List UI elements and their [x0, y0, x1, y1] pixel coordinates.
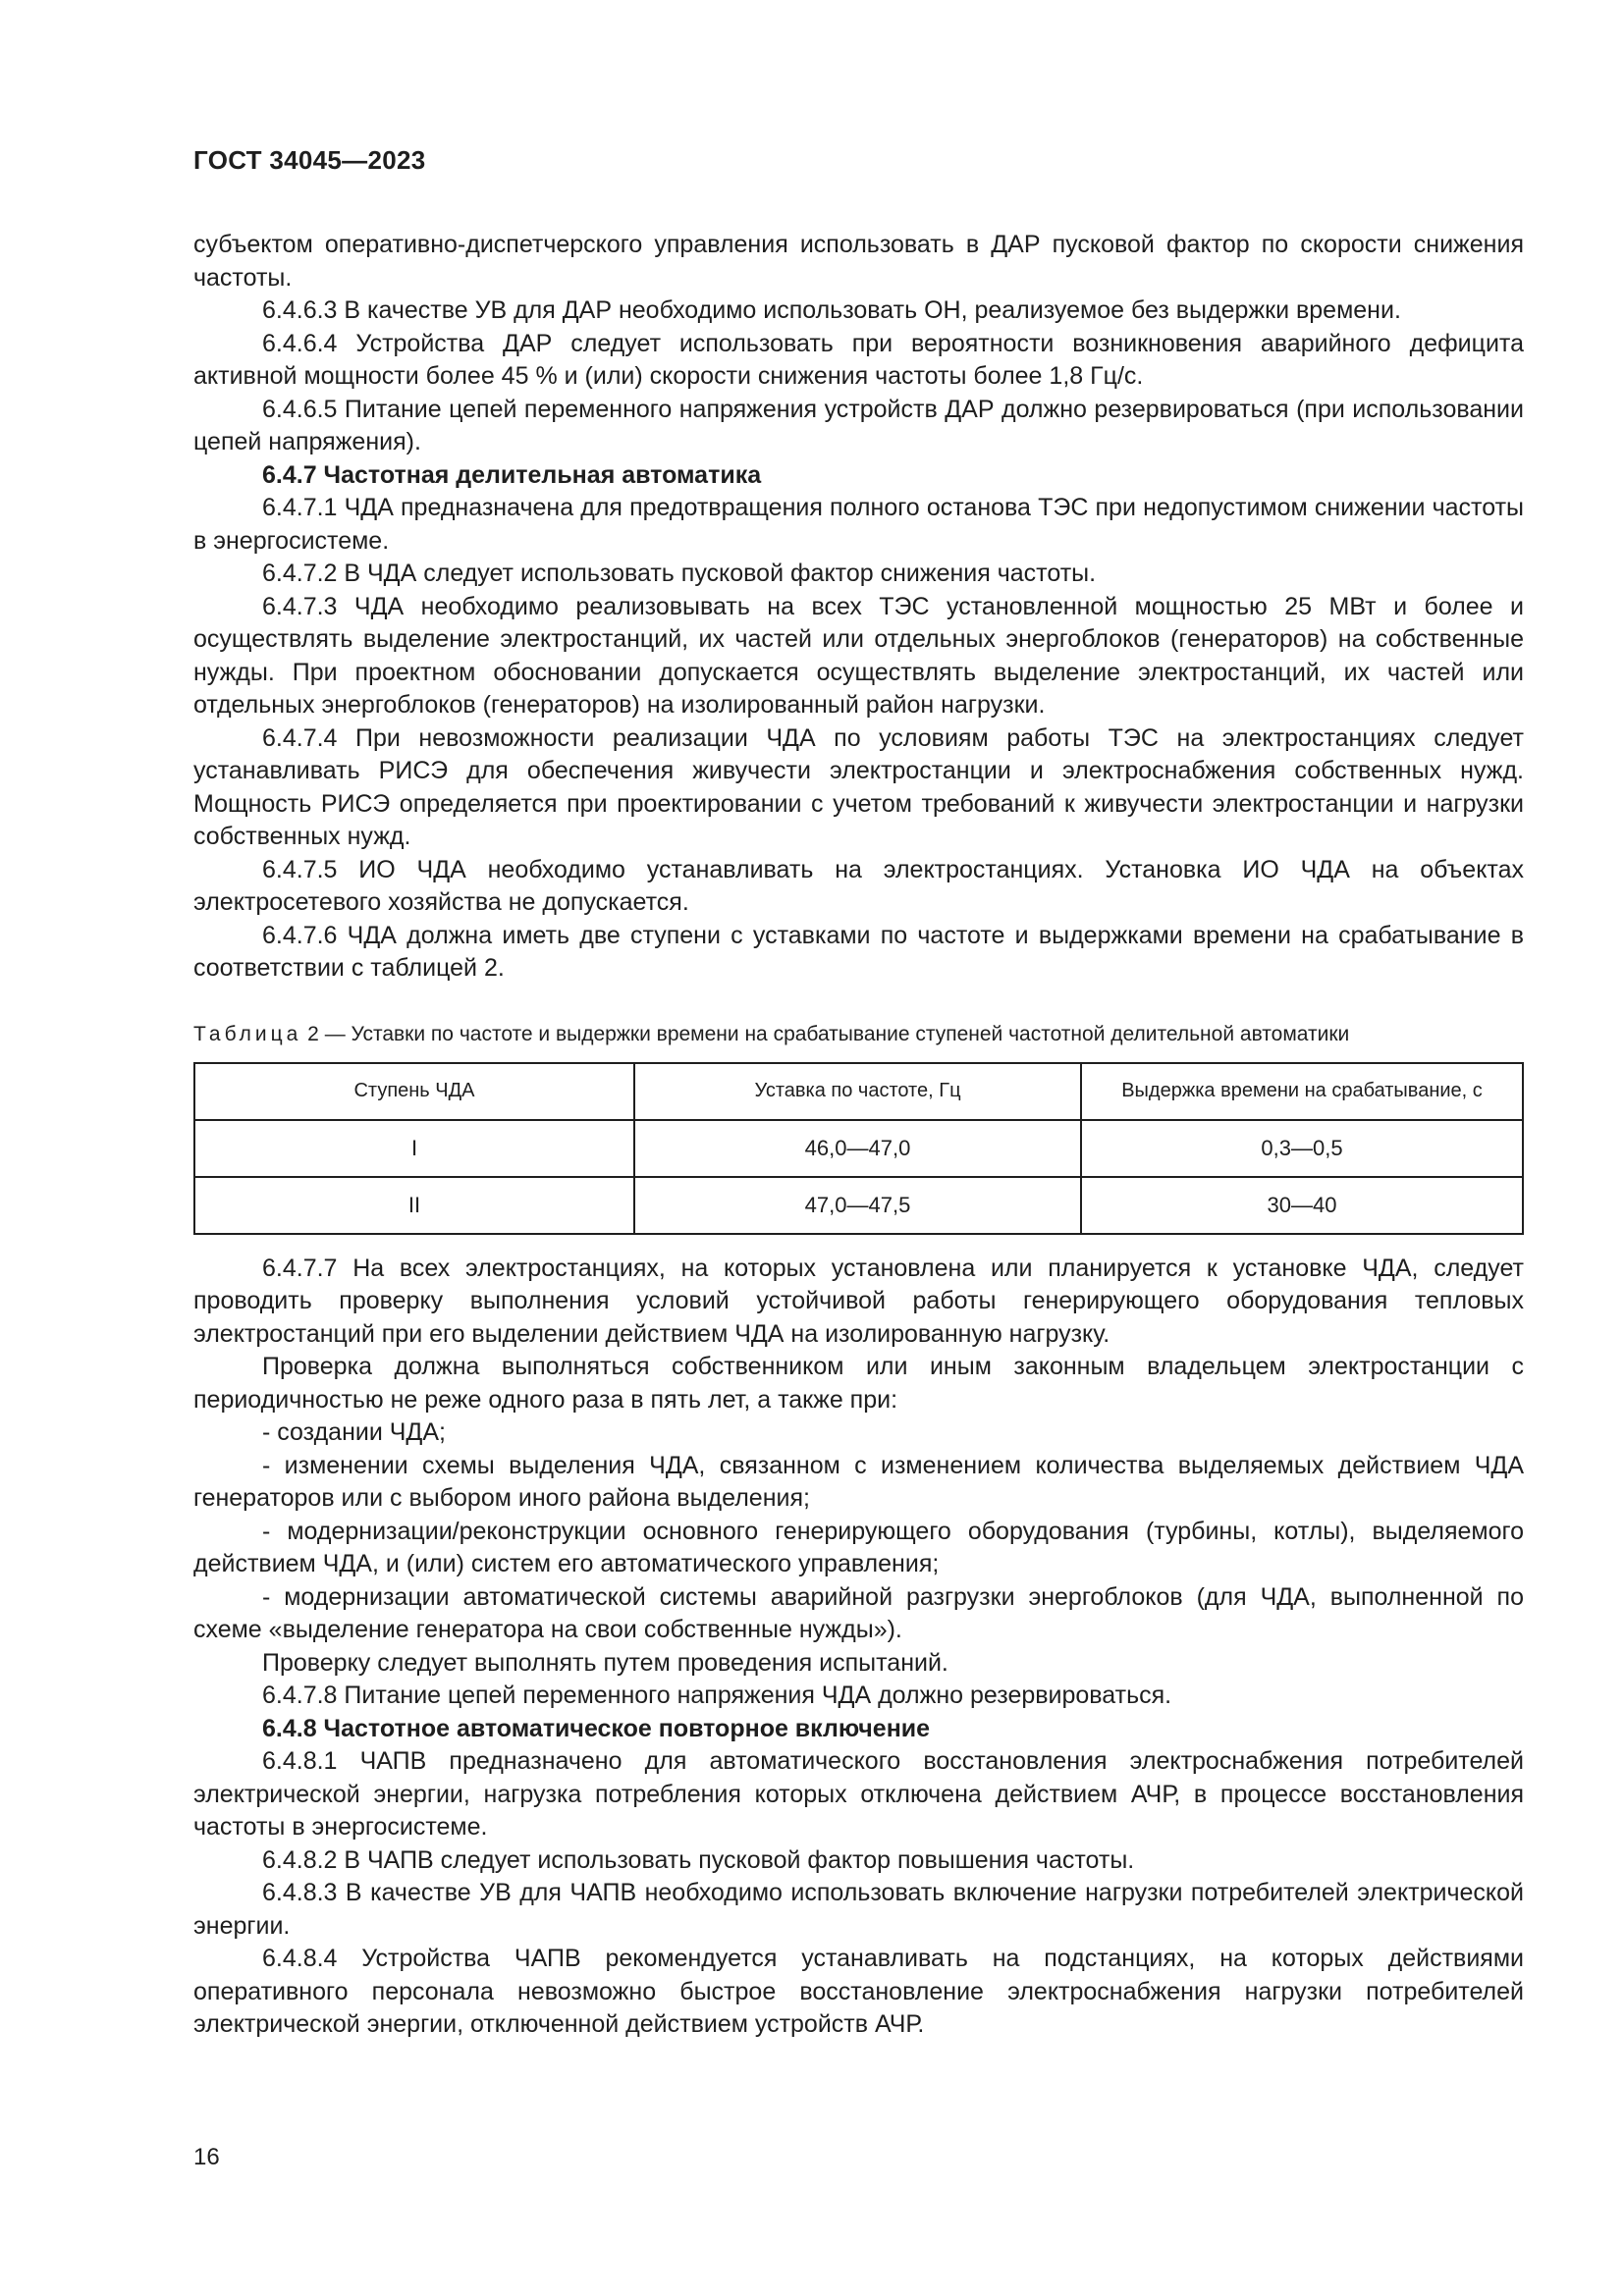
paragraph: 6.4.7.7 На всех электростанциях, на которых установлена или планируется к установке ЧДА, следует проводить проверку выполнения условий устойчивой работы генерирующего оборудования тепловых электростанций при его выделении действием ЧДА на изолированную нагрузку. — [193, 1254, 1524, 1348]
paragraph: 6.4.6.4 Устройства ДАР следует использовать при вероятности возникновения аварийного дефицита активной мощности более 45 % и (или) скорости снижения частоты более 1,8 Гц/с. — [193, 329, 1524, 390]
document-header: ГОСТ 34045—2023 — [193, 145, 426, 175]
paragraph: субъектом оперативно-диспетчерского управления использовать в ДАР пусковой фактор по скорости снижения частоты. — [193, 231, 1524, 292]
paragraph: 6.4.7.6 ЧДА должна иметь две ступени с уставками по частоте и выдержками времени на срабатывание в соответствии с таблицей 2. — [193, 921, 1524, 982]
text-block-top — [193, 229, 1524, 986]
paragraph: 6.4.7.4 При невозможности реализации ЧДА по условиям работы ТЭС на электростанциях следует устанавливать РИСЭ для обеспечения живучести электростанции и электроснабжения собственных нужд. Мощность РИСЭ определяется при проектировании с учетом требований к живучести электростанции и нагрузки собственных нужд. — [193, 723, 1524, 850]
paragraph: 6.4.7.5 ИО ЧДА необходимо устанавливать на электростанциях. Установка ИО ЧДА на объектах электросетевого хозяйства не допускается. — [193, 855, 1524, 916]
text-block-bottom — [193, 1253, 1524, 2042]
paragraph: - изменении схемы выделения ЧДА, связанном с изменением количества выделяемых действием ЧДА генераторов или с выбором иного района выделения; — [193, 1451, 1524, 1512]
table-caption — [193, 1021, 1524, 1047]
table-caption-text: 2 — Уставки по частоте и выдержки времени на срабатывание ступеней частотной делительной автоматики — [301, 1022, 1350, 1045]
table-cell: I — [194, 1120, 634, 1177]
section-heading: 6.4.8 Частотное автоматическое повторное включение — [262, 1714, 931, 1742]
settings-table — [193, 1062, 1524, 1235]
table-header-row — [194, 1063, 1523, 1120]
paragraph: 6.4.7.1 ЧДА предназначена для предотвращения полного останова ТЭС при недопустимом снижении частоты в энергосистеме. — [193, 494, 1524, 555]
table-cell: 47,0—47,5 — [634, 1177, 1081, 1234]
table-row — [194, 1120, 1523, 1177]
header-cell: Ступень ЧДА — [194, 1063, 634, 1120]
paragraph: 6.4.8.1 ЧАПВ предназначено для автоматического восстановления электроснабжения потребителей электрической энергии, нагрузка потребления которых отключена действием АЧР, в процессе восстановления частоты в энергосистеме. — [193, 1747, 1524, 1841]
paragraph: 6.4.8.4 Устройства ЧАПВ рекомендуется устанавливать на подстанциях, на которых действиями оперативного персонала невозможно быстрое восстановление электроснабжения нагрузки потребителей электрической энергии, отключенной действием устройств АЧР. — [193, 1945, 1524, 2038]
table-cell: 46,0—47,0 — [634, 1120, 1081, 1177]
document-page — [193, 145, 1524, 2042]
table-cell: 30—40 — [1081, 1177, 1523, 1234]
table-caption-label: Таблица — [193, 1022, 302, 1045]
paragraph: 6.4.6.5 Питание цепей переменного напряжения устройств ДАР должно резервироваться (при использовании цепей напряжения). — [193, 395, 1524, 455]
page-number: 16 — [193, 2144, 220, 2170]
paragraph: Проверку следует выполнять путем проведения испытаний. — [262, 1648, 948, 1677]
table-cell: 0,3—0,5 — [1081, 1120, 1523, 1177]
paragraph: 6.4.7.8 Питание цепей переменного напряжения ЧДА должно резервироваться. — [262, 1682, 1172, 1709]
paragraph: - создании ЧДА; — [262, 1418, 446, 1446]
table-row — [194, 1177, 1523, 1234]
paragraph: Проверка должна выполняться собственником или иным законным владельцем электростанции с периодичностью не реже одного раза в пять лет, а также при: — [193, 1353, 1524, 1414]
paragraph: 6.4.8.3 В качестве УВ для ЧАПВ необходимо использовать включение нагрузки потребителей электрической энергии. — [193, 1879, 1524, 1940]
paragraph: 6.4.7.2 В ЧДА следует использовать пусковой фактор снижения частоты. — [262, 560, 1097, 587]
table-cell: II — [194, 1177, 634, 1234]
paragraph: 6.4.7.3 ЧДА необходимо реализовывать на всех ТЭС установленной мощностью 25 МВт и более и осуществлять выделение электростанций, их частей или отдельных энергоблоков (генераторов) на собственные нужды. При проектном обосновании допускается осуществлять выделение электростанций, их частей или отдельных энергоблоков (генераторов) на изолированный район нагрузки. — [193, 592, 1524, 719]
paragraph: - модернизации автоматической системы аварийной разгрузки энергоблоков (для ЧДА, выполненной по схеме «выделение генератора на свои собственные нужды»). — [193, 1582, 1524, 1643]
header-cell: Уставка по частоте, Гц — [634, 1063, 1081, 1120]
header-cell: Выдержка времени на срабатывание, с — [1081, 1063, 1523, 1120]
paragraph: - модернизации/реконструкции основного генерирующего оборудования (турбины, котлы), выделяемого действием ЧДА, и (или) систем его автоматического управления; — [193, 1517, 1524, 1577]
paragraph: 6.4.6.3 В качестве УВ для ДАР необходимо использовать ОН, реализуемое без выдержки времени. — [262, 296, 1401, 324]
section-heading: 6.4.7 Частотная делительная автоматика — [262, 460, 762, 489]
paragraph: 6.4.8.2 В ЧАПВ следует использовать пусковой фактор повышения частоты. — [262, 1845, 1135, 1874]
